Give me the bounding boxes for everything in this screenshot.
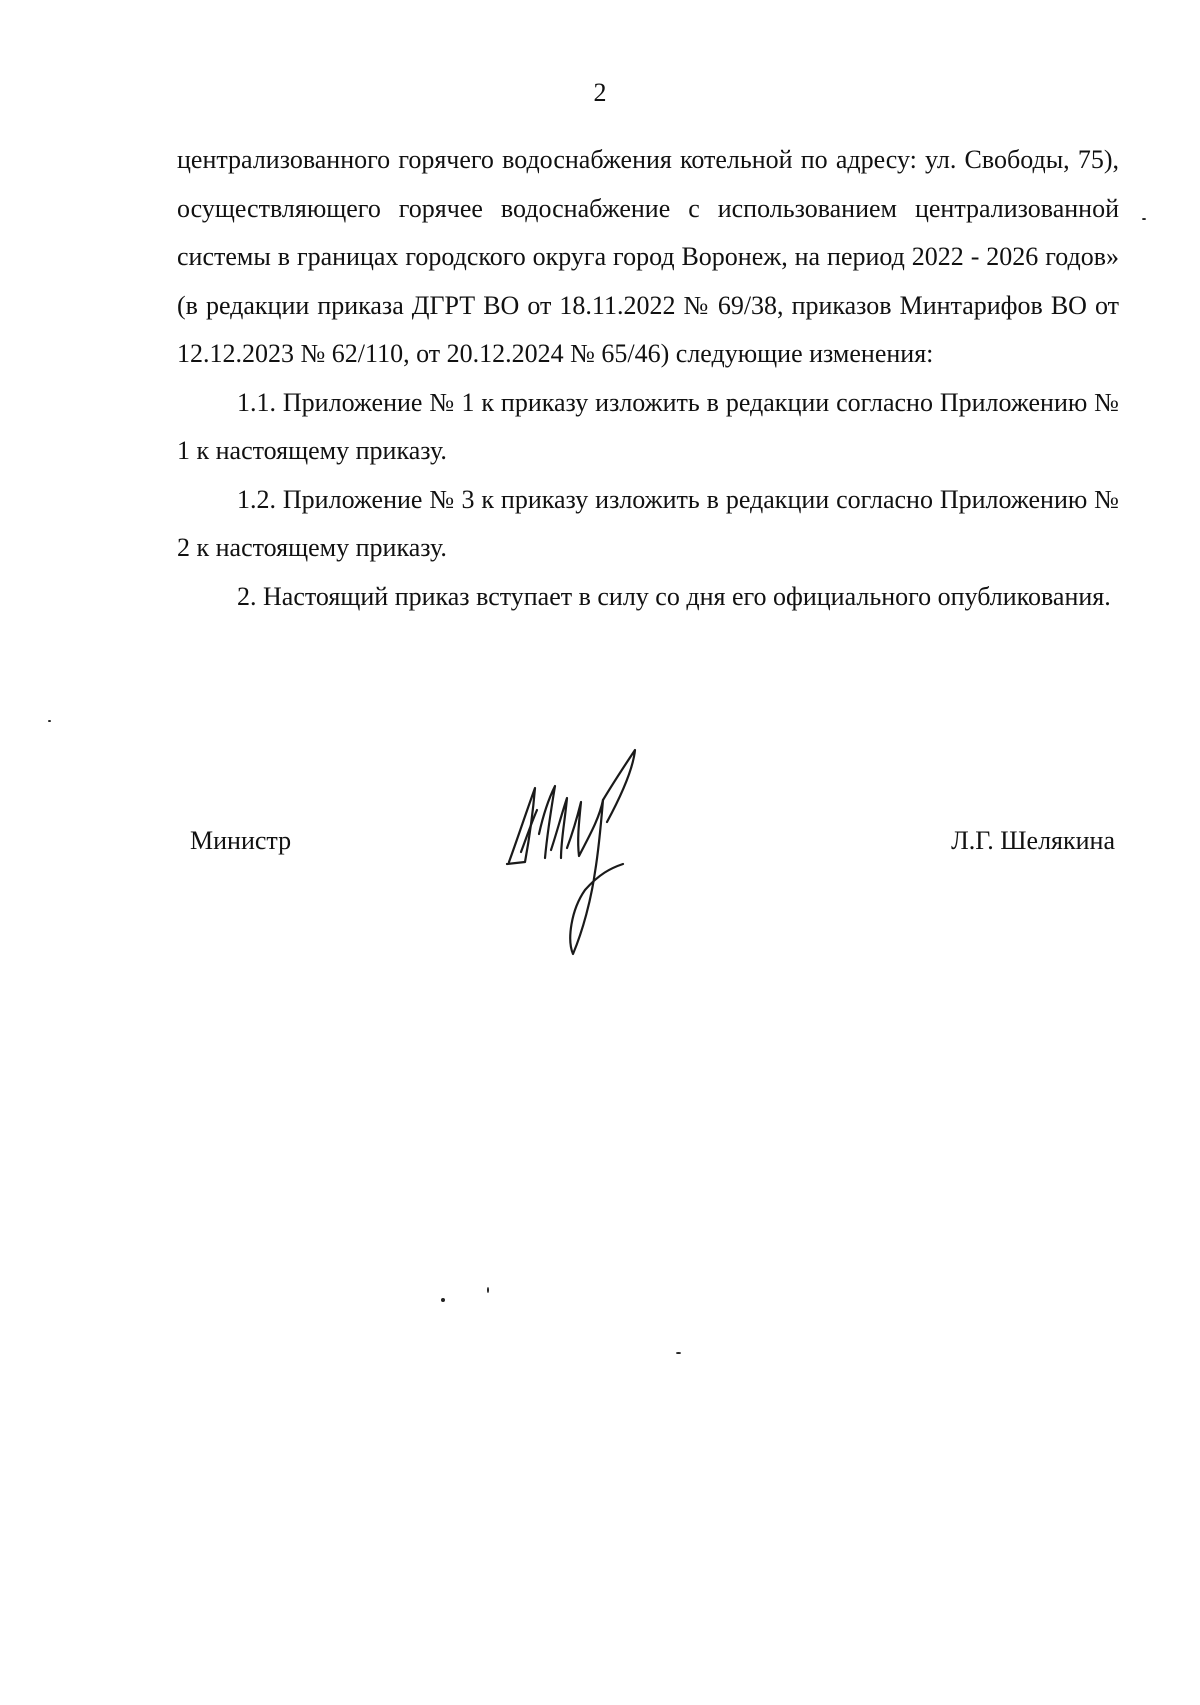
page-number: 2 [593,78,607,107]
signature-icon [495,740,695,970]
signatory-title: Министр [190,826,292,855]
document-body [177,136,1119,621]
paragraph-item-2: 2. Настоящий приказ вступает в силу со дня его официального опубликования. [237,581,1111,611]
scan-speck [48,720,51,722]
scan-speck [1142,218,1146,220]
paragraph-continuation: централизованного горячего водоснабжения котельной по адресу: ул. Свободы, 75), осуществляющего горячее водоснабжение с использованием централизованной системы в границах городского округа город Воронеж, на период 2022 - 2026 годов» (в редакции приказа ДГРТ ВО от 18.11.2022 № 69/38, приказов Минтарифов ВО от 12.12.2023 № 62/110, от 20.12.2024 № 65/46) следующие изменения: [177,145,1119,368]
scan-speck [676,1352,681,1354]
scan-speck [441,1298,445,1302]
signatory-name: Л.Г. Шелякина [951,826,1115,855]
scan-speck [487,1287,489,1293]
paragraph-item-1-1: 1.1. Приложение № 1 к приказу изложить в редакции согласно Приложению № 1 к настоящему приказу. [177,387,1119,465]
paragraph-item-1-2: 1.2. Приложение № 3 к приказу изложить в редакции согласно Приложению № 2 к настоящему приказу. [177,484,1119,562]
